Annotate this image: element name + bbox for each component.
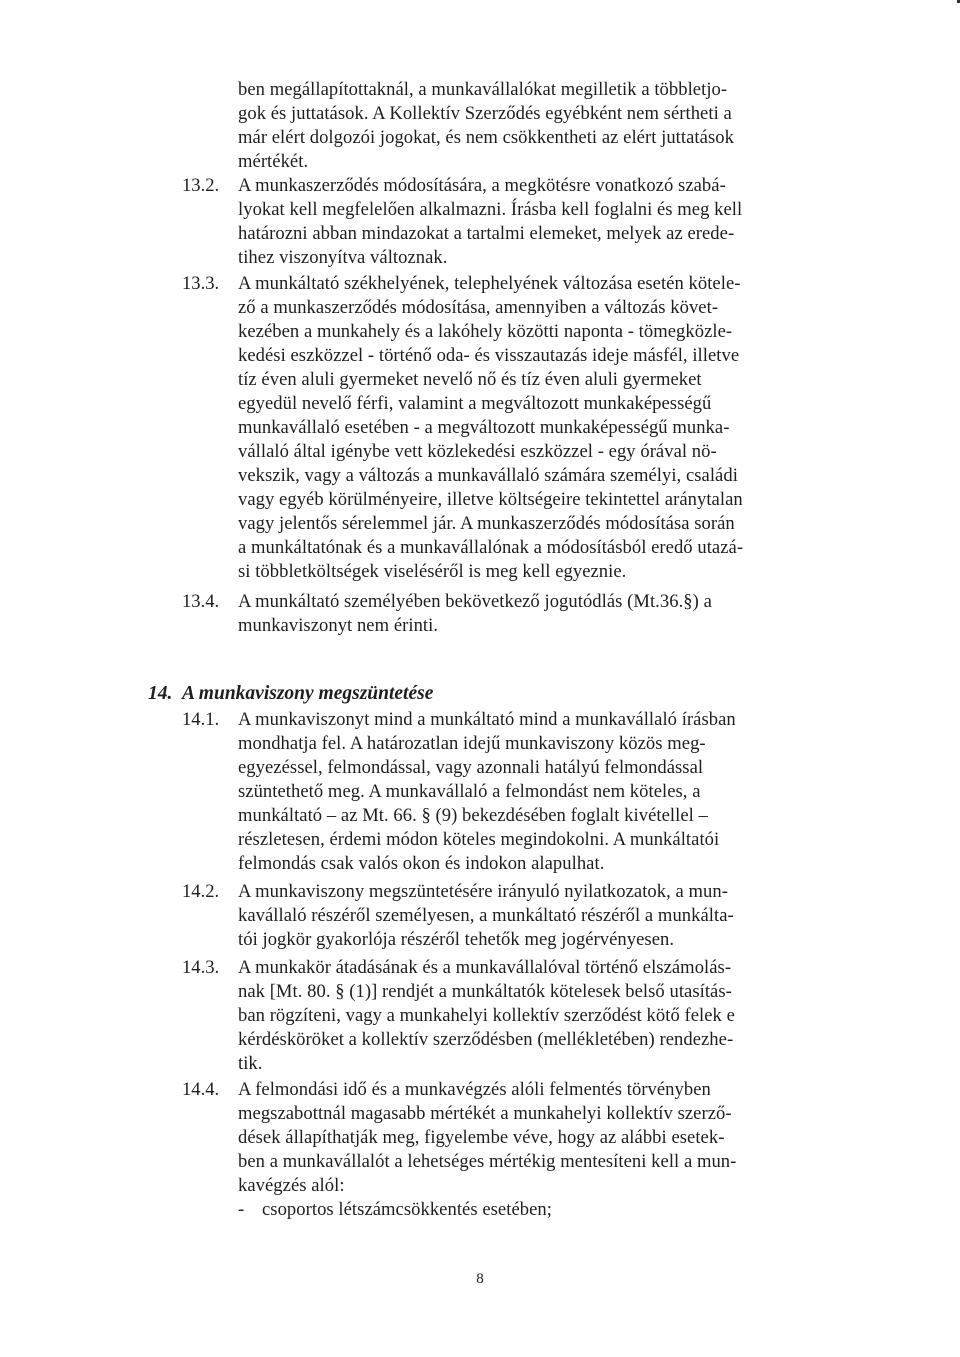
- text-line: ben megállapítottaknál, a munkavállalókat megilletik a többletjo-: [238, 79, 728, 100]
- section-number: 14.3.: [182, 957, 220, 978]
- page-number: 8: [476, 1271, 484, 1287]
- bullet-text: csoportos létszámcsökkentés esetében;: [262, 1199, 552, 1220]
- text-line: vagy jelentős sérelemmel jár. A munkaszerződés módosítása során: [238, 513, 735, 534]
- chapter-title: A munkaviszony megszüntetése: [182, 683, 434, 704]
- text-line: tói jogkör gyakorlója részéről tehetők meg jogérvényesen.: [238, 929, 675, 950]
- text-line: határozni abban mindazokat a tartalmi elemeket, melyek az erede-: [238, 223, 735, 244]
- text-line: A munkaviszony megszüntetésére irányuló nyilatkozatok, a mun-: [238, 881, 728, 902]
- section-number: 13.4.: [182, 591, 220, 612]
- text-line: egyezéssel, felmondással, vagy azonnali hatályú felmondással: [238, 757, 704, 778]
- text-line: lyokat kell megfelelően alkalmazni. Írásba kell foglalni és meg kell: [238, 199, 743, 220]
- bullet-marker: -: [238, 1199, 245, 1220]
- text-line: a munkáltatónak és a munkavállalónak a módosításból eredő utazá-: [238, 537, 744, 558]
- text-line: A felmondási idő és a munkavégzés alóli felmentés törvényben: [238, 1079, 711, 1100]
- text-line: munkaviszonyt nem érinti.: [238, 615, 439, 636]
- text-line: mértékét.: [238, 151, 309, 172]
- text-line: vekszik, vagy a változás a munkavállaló számára személyi, családi: [238, 465, 738, 486]
- text-line: már elért dolgozói jogokat, és nem csökkentheti az elért juttatások: [238, 127, 734, 148]
- text-line: gok és juttatások. A Kollektív Szerződés egyébként nem sértheti a: [238, 103, 732, 124]
- text-line: felmondás csak valós okon és indokon alapulhat.: [238, 853, 605, 874]
- text-line: megszabottnál magasabb mértékét a munkahelyi kollektív szerző-: [238, 1103, 732, 1124]
- section-number: 14.1.: [182, 709, 220, 730]
- text-line: szüntethető meg. A munkavállaló a felmondást nem köteles, a: [238, 781, 701, 802]
- section-number: 14.4.: [182, 1079, 220, 1100]
- text-line: vállaló által igénybe vett közlekedési eszközzel - egy órával nö-: [238, 441, 717, 462]
- text-line: A munkaviszonyt mind a munkáltató mind a munkavállaló írásban: [238, 709, 736, 730]
- text-line: nak [Mt. 80. § (1)] rendjét a munkáltatók kötelesek belső utasítás-: [238, 981, 732, 1002]
- text-line: si többletköltségek viseléséről is meg kell egyeznie.: [238, 561, 627, 582]
- text-line: kezében a munkahely és a lakóhely közötti naponta - tömegközle-: [238, 321, 733, 342]
- text-line: ben a munkavállalót a lehetséges mértékig mentesíteni kell a mun-: [238, 1151, 737, 1172]
- text-line: A munkakör átadásának és a munkavállalóval történő elszámolás-: [238, 957, 732, 978]
- section-number: 14.2.: [182, 881, 220, 902]
- text-line: részletesen, érdemi módon köteles megindokolni. A munkáltatói: [238, 829, 720, 850]
- text-line: vagy egyéb körülményeire, illetve költségeire tekintettel aránytalan: [238, 489, 743, 510]
- text-line: A munkaszerződés módosítására, a megkötésre vonatkozó szabá-: [238, 175, 726, 196]
- text-line: ban rögzíteni, vagy a munkahelyi kollektív szerződést kötő felek e: [238, 1005, 735, 1026]
- text-line: tihez viszonyítva változnak.: [238, 247, 448, 268]
- text-line: munkavállaló esetében - a megváltozott munkaképességű munka-: [238, 417, 730, 438]
- text-line: kavégzés alól:: [238, 1175, 345, 1196]
- text-line: kavállaló részéről személyesen, a munkáltató részéről a munkálta-: [238, 905, 734, 926]
- text-line: munkáltató – az Mt. 66. § (9) bekezdésében foglalt kivétellel –: [238, 805, 708, 826]
- text-line: ző a munkaszerződés módosítása, amennyiben a változás követ-: [238, 297, 719, 318]
- text-line: kedési eszközzel - történő oda- és visszautazás ideje másfél, illetve: [238, 345, 740, 366]
- text-line: tíz éven aluli gyermeket nevelő nő és tíz éven aluli gyermeket: [238, 369, 702, 390]
- text-line: A munkáltató személyében bekövetkező jogutódlás (Mt.36.§) a: [238, 591, 712, 612]
- section-number: 13.2.: [182, 175, 220, 196]
- section-number: 13.3.: [182, 273, 220, 294]
- text-line: A munkáltató székhelyének, telephelyének változása esetén kötele-: [238, 273, 741, 294]
- text-line: egyedül nevelő férfi, valamint a megváltozott munkaképességű: [238, 393, 712, 414]
- text-line: kérdésköröket a kollektív szerződésben (mellékletében) rendezhe-: [238, 1029, 734, 1050]
- text-line: tik.: [238, 1053, 263, 1074]
- text-line: dések állapíthatják meg, figyelembe véve, hogy az alábbi esetek-: [238, 1127, 725, 1148]
- text-line: mondhatja fel. A határozatlan idejű munkaviszony közös meg-: [238, 733, 706, 754]
- chapter-number: 14.: [148, 683, 173, 704]
